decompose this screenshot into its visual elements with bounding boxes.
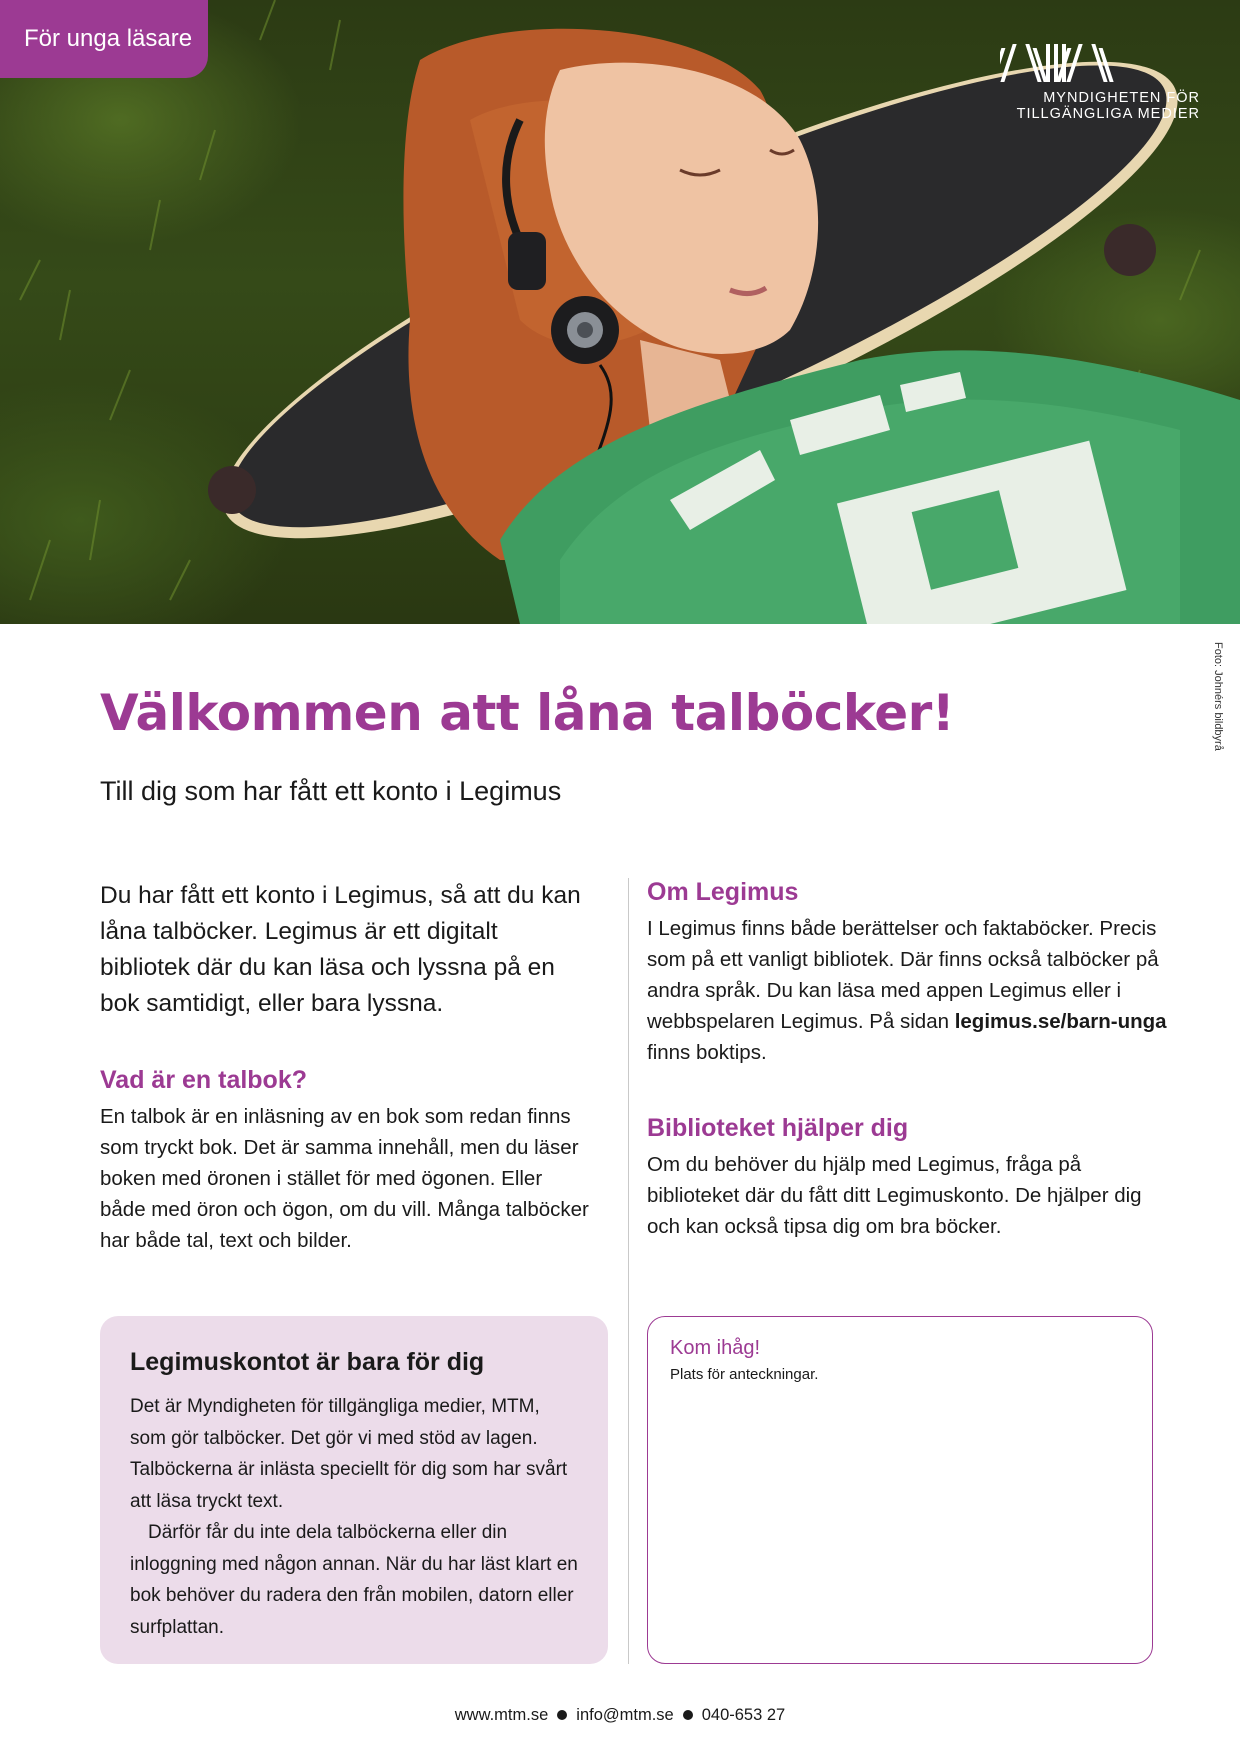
om-legimus-section (647, 878, 1167, 1068)
account-box-title: Legimuskontot är bara för dig (130, 1348, 485, 1376)
om-legimus-text-end: finns boktips. (647, 1041, 767, 1064)
om-legimus-text-start: I Legimus finns både berättelser och faktaböcker. Precis som på ett vanligt bibliotek. Där finns också talböcker på andra språk. Du kan läsa med appen Legimus eller i webbspelaren Legimus. På sidan (647, 917, 1159, 1033)
page-title: Välkommen att låna talböcker! (100, 684, 955, 742)
talbok-section (100, 1066, 590, 1256)
bullet-icon (683, 1710, 693, 1720)
notes-hint: Plats för anteckningar. (670, 1366, 819, 1383)
logo-text-line1: MYNDIGHETEN FÖR (1043, 90, 1200, 106)
left-column (100, 878, 590, 1256)
audience-tag: För unga läsare (0, 0, 208, 78)
account-box-paragraph-1: Det är Myndigheten för tillgängliga medier, MTM, som gör talböcker. Det gör vi med stöd av lagen. Talböckerna är inlästa speciellt för dig som har svårt att läsa tryckt text. (130, 1396, 568, 1512)
column-divider (628, 878, 629, 1664)
legimus-link[interactable]: legimus.se/barn-unga (954, 1010, 1167, 1033)
footer-phone: 040-653 27 (701, 1706, 786, 1724)
account-info-box (100, 1316, 608, 1664)
talbok-heading: Vad är en talbok? (100, 1066, 308, 1094)
footer-contacts (0, 1706, 1240, 1725)
mtm-logo (1000, 40, 1200, 130)
om-legimus-text (647, 913, 1167, 1068)
notes-box[interactable] (647, 1316, 1153, 1664)
bibliotek-section (647, 1114, 1167, 1242)
mtm-logo-icon (1000, 40, 1120, 84)
page-subtitle: Till dig som har fått ett konto i Legimus (100, 776, 562, 806)
bibliotek-text: Om du behöver du hjälp med Legimus, fråga på biblioteket där du fått ditt Legimuskonto. De hjälper dig och kan också tipsa dig om bra böcker. (647, 1153, 1142, 1238)
bullet-icon (557, 1710, 567, 1720)
right-column (647, 878, 1167, 1242)
om-legimus-heading: Om Legimus (647, 878, 799, 906)
notes-title: Kom ihåg! (670, 1337, 761, 1359)
hero-photo (0, 0, 1240, 624)
photo-credit: Foto: Johnérs bildbyrå (1212, 642, 1224, 751)
footer-website[interactable]: www.mtm.se (454, 1706, 549, 1724)
account-box-paragraph-2: Därför får du inte dela talböckerna eller din inloggning med någon annan. När du har läst klart en bok behöver du radera den från mobilen, datorn eller surfplattan. (130, 1522, 578, 1638)
footer-email[interactable]: info@mtm.se (576, 1706, 674, 1724)
intro-paragraph: Du har fått ett konto i Legimus, så att du kan låna talböcker. Legimus är ett digitalt bibliotek där du kan läsa och lyssna på en bok samtidigt, eller bara lyssna. (100, 882, 581, 1017)
talbok-text: En talbok är en inläsning av en bok som redan finns som tryckt bok. Det är samma innehåll, men du läser boken med öronen i stället för med ögonen. Eller både med öron och ögon, om du vill. Många talböcker har både tal, text och bilder. (100, 1105, 589, 1252)
logo-text-line2: TILLGÄNGLIGA MEDIER (1016, 106, 1200, 122)
bibliotek-heading: Biblioteket hjälper dig (647, 1114, 909, 1142)
